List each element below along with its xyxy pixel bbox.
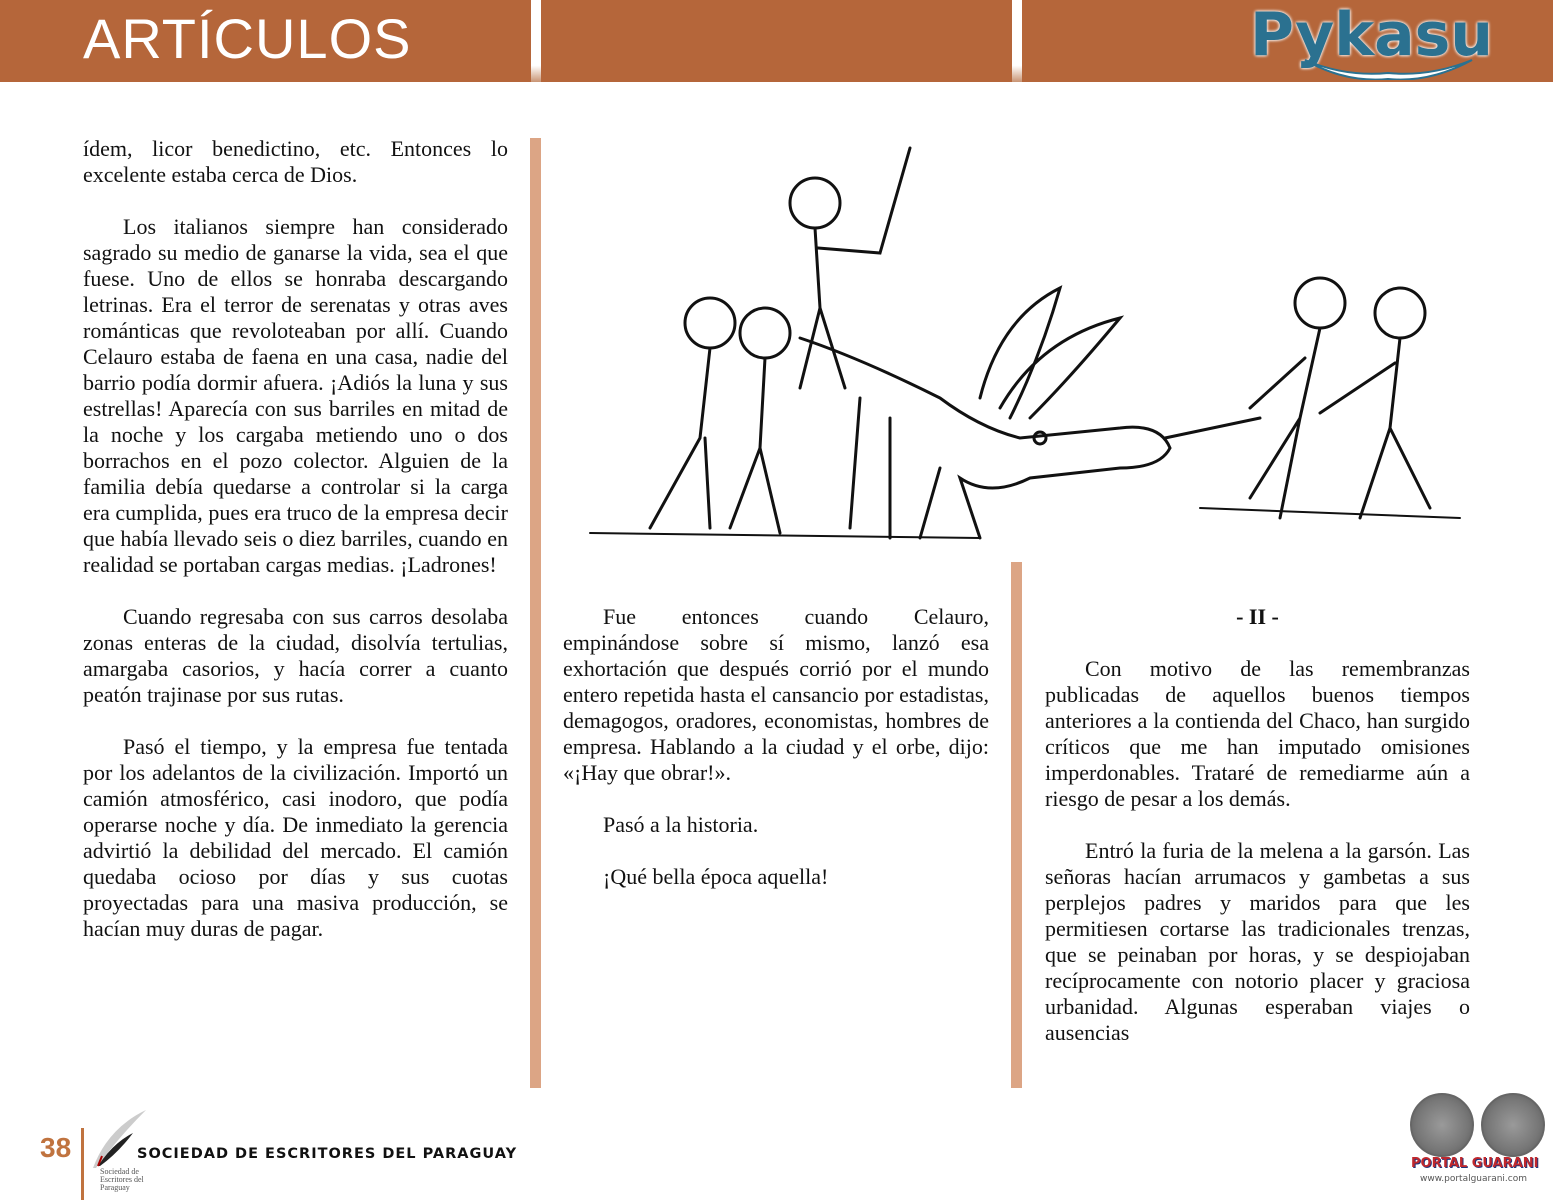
page-number: 38 [40,1132,72,1163]
column-rule [1011,562,1022,1088]
article-column-3 [1045,604,1470,1072]
pykasu-logo: Pykasu [1250,0,1494,70]
seal-flag-icon [1481,1093,1545,1157]
header-band [0,0,1553,82]
header-divider [531,0,541,82]
quill-logo-icon [88,1108,148,1173]
open-book-icon [1300,55,1480,80]
portal-guarani-logo: PORTAL GUARANI [1411,1156,1539,1171]
paragraph: Fue entonces cuando Celauro, empinándose sobre sí mismo, lanzó esa exhortación que después corrió por el mundo entero repetida hasta el cansancio por estadistas, demagogos, oradores, economistas, hombres de empresa. Hablando a la ciudad y el orbe, dijo: «¡Hay que obrar!». [563,604,989,785]
paragraph: Con motivo de las remembranzas publicadas de aquellos buenos tiempos anteriores a la contienda del Chaco, han surgido críticos que me han imputado omisiones imperdonables. Trataré de remediarme aún a riesgo de pesar a los demás. [1045,656,1470,811]
seal-stars-icon [1410,1093,1474,1157]
column-rule [530,138,541,1088]
header-divider [1012,0,1022,82]
paragraph: Pasó a la historia. [603,812,759,837]
footer-divider [81,1128,84,1200]
portal-url: www.portalguarani.com [1420,1174,1528,1184]
article-column-2 [563,604,989,916]
paragraph: ídem, licor benedictino, etc. Entonces lo excelente estaba cerca de Dios. [83,136,508,187]
section-heading: - II - [1236,604,1279,629]
paragraph: Pasó el tiempo, y la empresa fue tentada por los adelantos de la civilización. Importó un camión atmosférico, casi inodoro, que podía operarse noche y día. De inmediato la gerencia advirtió la debilidad del mercado. El camión quedaba ocioso por días y sus cuotas proyectadas para una masiva producción, se hacían muy duras de pagar. [83,734,508,941]
article-column-1 [83,136,508,968]
paragraph: Entró la furia de la melena a la garsón. Las señoras hacían arrumacos y gambetas a sus perplejos padres y maridos para que les permitiesen cortarse las tradicionales trenzas, que se peinaban por horas, y se despiojaban recíprocamente con notorio placer y graciosa urbanidad. Algunas esperaban viajes o ausencias [1045,838,1470,1045]
paragraph: Cuando regresaba con sus carros desolaba zonas enteras de la ciudad, disolvía tertulias, amargaba casorios, y hacía correr a cuanto peatón trajinase por sus rutas. [83,604,508,707]
paragraph: Los italianos siempre han considerado sagrado su medio de ganarse la vida, sea el que fuese. Uno de ellos se honraba descargando letrinas. Era el terror de serenatas y otras aves románticas que revoloteaban por allí. Cuando Celauro estaba de faena en una casa, nadie del barrio podía dormir afuera. ¡Adiós la luna y sus estrellas! Aparecía con sus barriles en mitad de la noche y los cargaba metiendo uno o dos borrachos en el pozo colector. Alguien de la familia debía quedarse a controlar si la carga era cumplida, pues era truco de la empresa decir que había llevado seis o diez barriles, cuando en realidad se portaban cargas medias. ¡Ladrones! [83,214,508,577]
paragraph: ¡Qué bella época aquella! [603,864,829,889]
organization-name: SOCIEDAD DE ESCRITORES DEL PARAGUAY [137,1146,518,1162]
quill-logo-text: Sociedad de Escritores del Paraguay [100,1167,144,1192]
section-title: ARTÍCULOS [83,7,412,70]
cartoon-illustration [560,138,1475,563]
